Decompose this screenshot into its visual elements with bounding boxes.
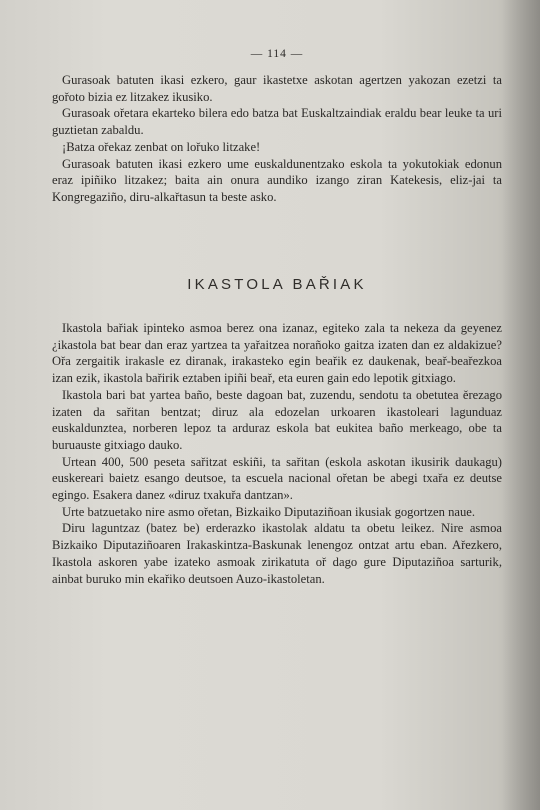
paragraph: Gurasoak ořetara ekarteko bilera edo batza bat Euskaltzaindiak eraldu bear leuke ta uri guztietan zabaldu. [52, 106, 502, 138]
section-intro [52, 72, 502, 206]
paragraph: Gurasoak batuten ikasi ezkero ume euskaldunentzako eskola ta yokutokiak edonun eraz ipiñiko litzakez; baita ain onura aundiko izango ziran Katekesis, eliz-jai ta Kongregaziño, diru-alkařtasun ta beste asko. [52, 156, 502, 204]
paragraph: Ikastola bařiak ipinteko asmoa berez ona izanaz, egiteko zala ta nekeza da geyenez ¿ikastola bat bear dan eraz yartzea ta yařaitzea norañoko gaitza izaten dan ez aldakizue? Ořa zergaitik irakasle ez diranak, irakasteko egin beařik ez daukenak, beař-beařezkoa izan ezik, ikastola bařirik eztaben ipiñi beař, eta euren gain edo lepotik gitxiago. [52, 321, 502, 386]
paragraph: Urte batzuetako nire asmo ořetan, Bizkaiko Diputaziñoan ikusiak gogortzen naue. [62, 504, 476, 519]
paragraph: ¡Batza ořekaz zenbat on lořuko litzake! [62, 139, 261, 154]
section-heading: IKASTOLA BAŘIAK [187, 276, 367, 293]
section-ikastola-bariak [52, 320, 502, 587]
paragraph: Ikastola bari bat yartea baño, beste dagoan bat, zuzendu, sendotu ta obetutea ěrezago izaten da sařitan bentzat; diruz ala edozelan urkoaren ikastoleari lagunduaz euskaldunztea, norberen lepoz ta arduraz eskola bat eukitea baño merkeago, obe ta buruauste gitxiago dauko. [52, 387, 502, 452]
paragraph: Urtean 400, 500 peseta sařitzat eskiñi, ta sařitan (eskola askotan ikusirik daukagu) euskereari baietz esango deutsoe, ta escuela nacional ořetan be abegi txařa ez deutse egingo. Esakera danez «diruz txakuřa dantzan». [52, 454, 502, 503]
paragraph: Diru laguntzaz (batez be) erderazko ikastolak aldatu ta obetu leikez. Nire asmoa Bizkaiko Diputaziñoaren Irakaskintza-Baskunak lenengoz ontzat artu eban. Ařezkero, Ikastola askoren yabe izateko asmoak zirikatuta oř dago gure Diputaziñoa sarturik, ainbat buruko min ekařiko deutsoen Auzo-ikastoletan. [52, 521, 502, 586]
paragraph: Gurasoak batuten ikasi ezkero, gaur ikastetxe askotan agertzen yakozan ezetzi ta gořoto bizia ez litzakez ikusiko. [52, 73, 502, 104]
page-number: — 114 — [250, 48, 304, 60]
